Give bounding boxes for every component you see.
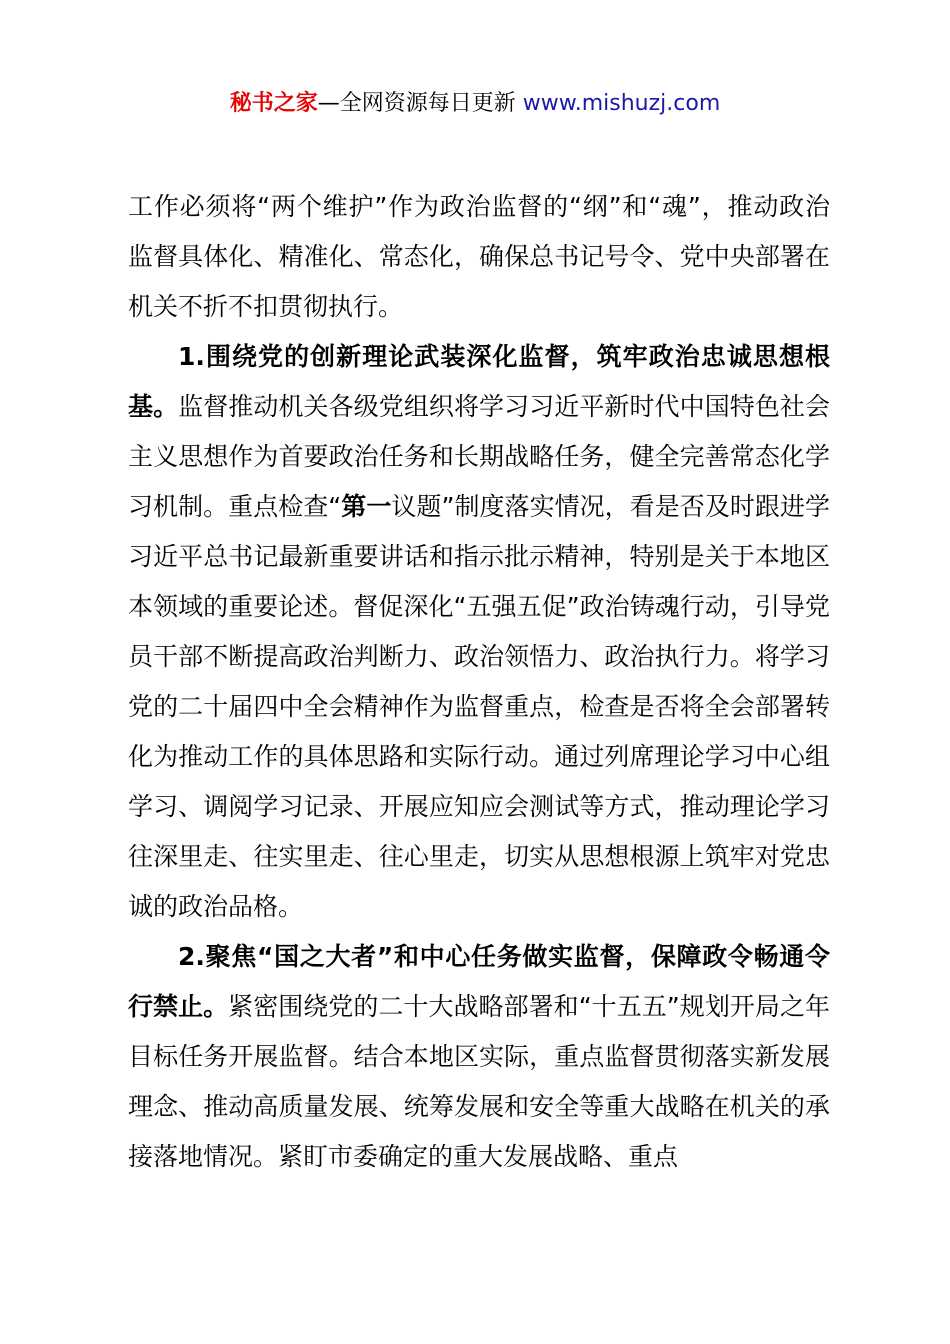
paragraph-section-1 bbox=[128, 332, 830, 932]
section-1-heading: 1.围绕党的创新理论武装深化监督，筑牢政治忠诚思想根基。 bbox=[128, 342, 830, 421]
section-2-text: 紧密围绕党的二十大战略部署和“十五五”规划开局之年目标任务开展监督。结合本地区实际，重点监督贯彻落实新发展理念、推动高质量发展、统筹发展和安全等重大战略在机关的承接落地情况。紧盯市委确定的重大发展战略、重点 bbox=[128, 992, 830, 1171]
brand-name: 秘书之家 bbox=[229, 91, 318, 116]
section-1-text-before: 监督推动机关各级党组织将学习习近平新时代中国特色社会主义思想作为首要政治任务和长期战略任务，健全完善常态化学习机制。重点检查“ bbox=[128, 392, 830, 521]
site-url-link[interactable]: www.mishuzj.com bbox=[522, 91, 721, 116]
paragraph-intro-continuation bbox=[128, 182, 830, 332]
section-1-text-after: 议题”制度落实情况，看是否及时跟进学习近平总书记最新重要讲话和指示批示精神，特别是关于本地区本领域的重要论述。督促深化“五强五促”政治铸魂行动，引导党员干部不断提高政治判断力、政治领悟力、政治执行力。将学习党的二十届四中全会精神作为监督重点，检查是否将全会部署转化为推动工作的具体思路和实际行动。通过列席理论学习中心组学习、调阅学习记录、开展应知应会测试等方式，推动理论学习往深里走、往实里走、往心里走，切实从思想根源上筑牢对党忠诚的政治品格。 bbox=[128, 492, 830, 921]
paragraph-section-2 bbox=[128, 932, 830, 1182]
section-2-heading: 2.聚焦“国之大者”和中心任务做实监督，保障政令畅通令行禁止。 bbox=[128, 942, 830, 1021]
page-header bbox=[0, 88, 950, 120]
header-tagline: —全网资源每日更新 bbox=[317, 91, 523, 116]
section-1-emphasis: 第一 bbox=[341, 492, 392, 521]
paragraph-text: 工作必须将“两个维护”作为政治监督的“纲”和“魂”，推动政治监督具体化、精准化、常态化，确保总书记号令、党中央部署在机关不折不扣贯彻执行。 bbox=[128, 192, 830, 321]
document-body bbox=[128, 182, 830, 1182]
